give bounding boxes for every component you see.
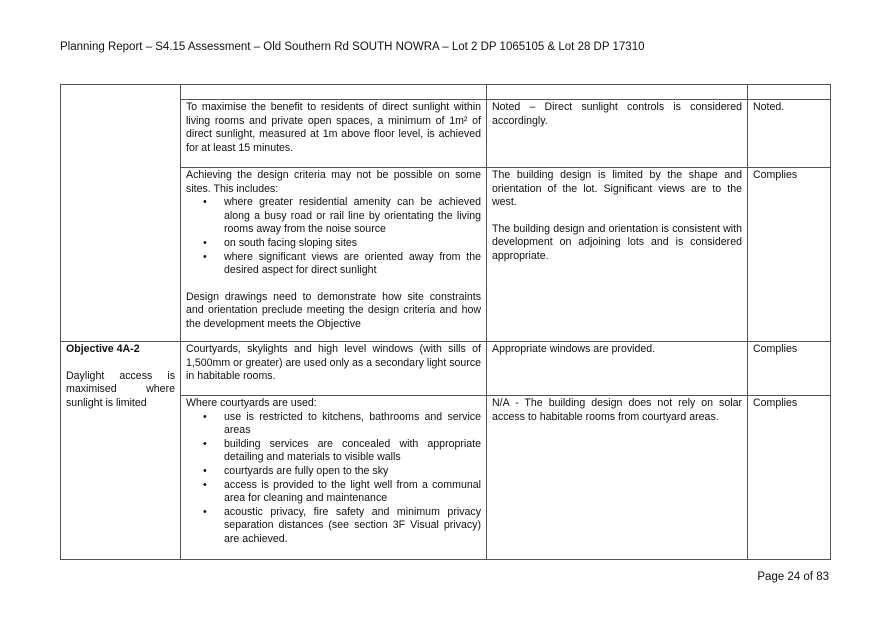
list-item: • acoustic privacy, fire safety and minimum privacy separation distances (see section 3F Visual privacy) are achieved.: [224, 506, 481, 547]
list-item: • use is restricted to kitchens, bathrooms and service areas: [224, 411, 481, 438]
list-item: • access is provided to the light well from a communal area for cleaning and maintenance: [224, 479, 481, 506]
list-item: • on south facing sloping sites: [224, 237, 481, 251]
criteria-list: [186, 196, 481, 278]
criteria-cell: Courtyards, skylights and high level windows (with sills of 1,500mm or greater) are used only as a secondary light source in habitable rooms.: [181, 342, 487, 396]
table-row-top-spacer: [61, 85, 831, 100]
objective-description: Daylight access is maximised where sunlight is limited: [66, 369, 175, 409]
spacer-cell: [748, 85, 831, 100]
list-item: • courtyards are fully open to the sky: [224, 465, 481, 479]
criteria-intro: Where courtyards are used:: [186, 397, 317, 409]
status-cell: Complies: [748, 396, 831, 560]
page-header: Planning Report – S4.15 Assessment – Old Southern Rd SOUTH NOWRA – Lot 2 DP 1065105 & Lot 28 DP 17310: [60, 41, 645, 53]
criteria-outro: Design drawings need to demonstrate how site constraints and orientation preclude meeting the design criteria and how the development meets the Objective: [186, 290, 481, 330]
criteria-list: [186, 411, 481, 547]
spacer-cell: [487, 85, 748, 100]
comment-cell: [487, 168, 748, 342]
list-item: • where significant views are oriented away from the desired aspect for direct sunlight: [224, 251, 481, 278]
assessment-table: [60, 84, 831, 560]
criteria-cell: [181, 168, 487, 342]
comment-cell: Appropriate windows are provided.: [487, 342, 748, 396]
objective-cell: [61, 342, 181, 560]
comment-paragraph: The building design is limited by the shape and orientation of the lot. Significant views are to the west.: [492, 169, 742, 209]
comment-cell: Noted – Direct sunlight controls is considered accordingly.: [487, 100, 748, 168]
list-item: • building services are concealed with appropriate detailing and materials to visible walls: [224, 438, 481, 465]
status-cell: Complies: [748, 342, 831, 396]
assessment-table-wrapper: [60, 84, 830, 560]
comment-cell: N/A - The building design does not rely on solar access to habitable rooms from courtyard areas.: [487, 396, 748, 560]
table-row: [61, 342, 831, 396]
spacer-cell: [181, 85, 487, 100]
criteria-cell: To maximise the benefit to residents of direct sunlight within living rooms and private open spaces, a minimum of 1m² of direct sunlight, measured at 1m above floor level, is achieved for at least 15 minutes.: [181, 100, 487, 168]
status-cell: Noted.: [748, 100, 831, 168]
comment-paragraph: The building design and orientation is consistent with development on adjoining lots and is considered appropriate.: [492, 222, 742, 262]
page-number: Page 24 of 83: [757, 571, 829, 583]
list-item: • where greater residential amenity can be achieved along a busy road or rail line by orientating the living rooms away from the noise source: [224, 196, 481, 237]
objective-title: Objective 4A-2: [66, 343, 140, 355]
criteria-intro: Achieving the design criteria may not be possible on some sites. This includes:: [186, 169, 481, 195]
objective-cell-previous: [61, 85, 181, 342]
status-cell: Complies: [748, 168, 831, 342]
criteria-cell: [181, 396, 487, 560]
